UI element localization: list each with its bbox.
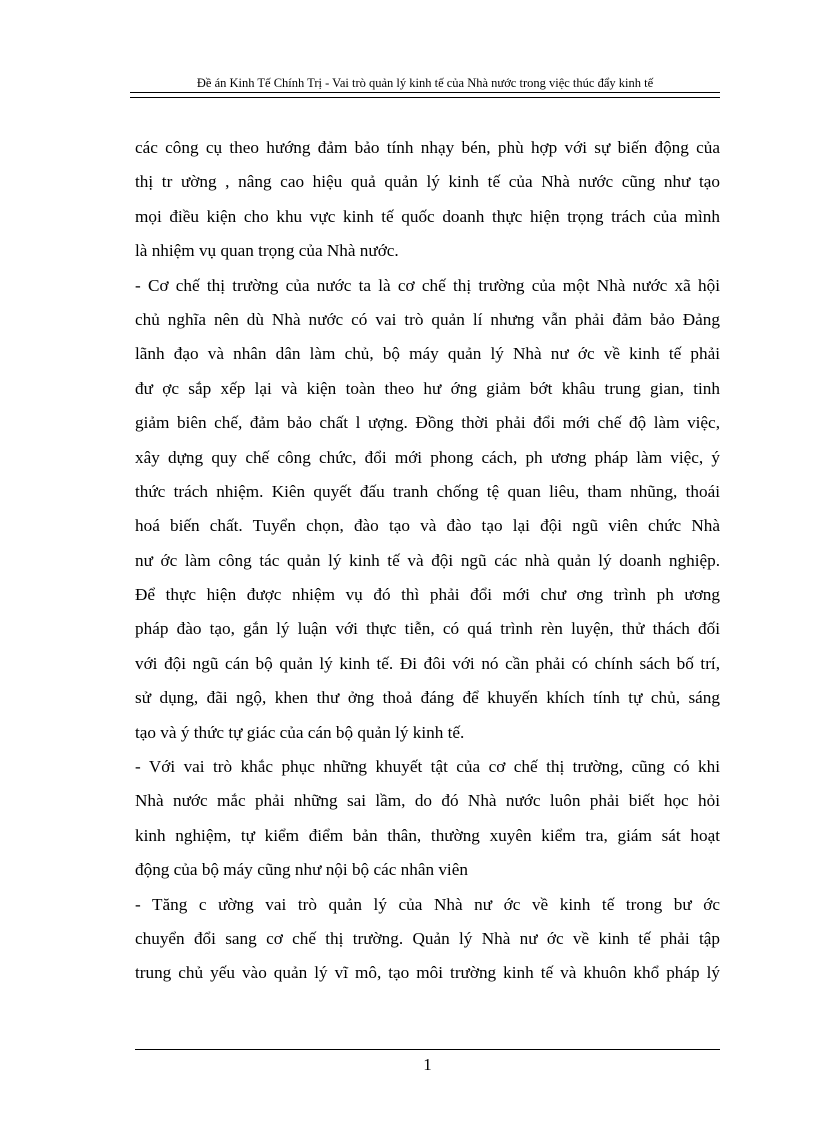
text-line: thức trách nhiệm. Kiên quyết đấu tranh chống tệ quan liêu, tham nhũng, thoái: [135, 481, 720, 501]
text-line: sử dụng, đãi ngộ, khen thư ởng thoả đáng để khuyến khích tính tự chủ, sáng: [135, 688, 720, 708]
text-line: chủ nghĩa nên dù Nhà nước có vai trò quản lí nhưng vẫn phải đảm bảo Đảng: [135, 309, 720, 329]
text-line: tạo và ý thức tự giác của cán bộ quản lý kinh tế.: [135, 722, 465, 742]
text-line: - Với vai trò khắc phục những khuyết tật của cơ chế thị trường, cũng có khi: [135, 757, 720, 777]
text-line: nư ớc làm công tác quản lý kinh tế và đội ngũ các nhà quản lý doanh nghiệp.: [135, 550, 720, 570]
text-line: - Cơ chế thị trường của nước ta là cơ chế thị trường của một Nhà nước xã hội: [135, 275, 720, 295]
text-line: là nhiệm vụ quan trọng của Nhà nước.: [135, 241, 399, 261]
text-line: với đội ngũ cán bộ quản lý kinh tế. Đi đôi với nó cần phải có chính sách bố trí,: [135, 653, 720, 673]
text-line: đư ợc sắp xếp lại và kiện toàn theo hư ớng giảm bớt khâu trung gian, tinh: [135, 378, 720, 398]
paragraph-1: [135, 131, 720, 269]
text-line: Để thực hiện được nhiệm vụ đó thì phải đổi mới chư ơng trình ph ương: [135, 585, 720, 605]
text-line: chuyển đổi sang cơ chế thị trường. Quản lý Nhà nư ớc về kinh tế phải tập: [135, 928, 720, 948]
text-line: động của bộ máy cũng như nội bộ các nhân viên: [135, 860, 468, 880]
text-line: hoá biến chất. Tuyển chọn, đào tạo và đào tạo lại đội ngũ viên chức Nhà: [135, 516, 720, 536]
running-header: Đề án Kinh Tế Chính Trị - Vai trò quản lý kinh tế của Nhà nước trong việc thúc đẩy kinh tế: [196, 76, 654, 90]
text-line: Nhà nước mắc phải những sai lầm, do đó Nhà nước luôn phải biết học hỏi: [135, 791, 720, 811]
footer-divider: [135, 1049, 720, 1050]
page-number: 1: [423, 1055, 432, 1074]
text-line: thị tr ường , nâng cao hiệu quả quản lý kinh tế của Nhà nước cũng như tạo: [135, 172, 720, 192]
paragraph-2: [135, 269, 720, 750]
paragraph-3: [135, 750, 720, 888]
text-line: mọi điều kiện cho khu vực kinh tế quốc doanh thực hiện trọng trách của mình: [135, 206, 720, 226]
text-line: lãnh đạo và nhân dân làm chủ, bộ máy quản lý Nhà nư ớc về kinh tế phải: [135, 344, 720, 364]
text-line: pháp đào tạo, gắn lý luận với thực tiễn, có quá trình rèn luyện, thử thách đối: [135, 619, 720, 639]
text-line: giảm biên chế, đảm bảo chất l ượng. Đồng thời phải đổi mới chế độ làm việc,: [135, 413, 720, 433]
text-line: xây dựng quy chế công chức, đổi mới phong cách, ph ương pháp làm việc, ý: [135, 447, 720, 467]
text-line: kinh nghiệm, tự kiểm điểm bản thân, thường xuyên kiểm tra, giám sát hoạt: [135, 825, 720, 845]
paragraph-4: [135, 888, 720, 991]
document-body: [135, 131, 720, 991]
text-line: trung chủ yếu vào quản lý vĩ mô, tạo môi trường kinh tế và khuôn khổ pháp lý: [135, 963, 720, 983]
header-divider: [130, 92, 720, 98]
text-line: - Tăng c ường vai trò quản lý của Nhà nư ớc về kinh tế trong bư ớc: [135, 894, 720, 914]
text-line: các công cụ theo hướng đảm bảo tính nhạy bén, phù hợp với sự biến động của: [135, 138, 720, 157]
